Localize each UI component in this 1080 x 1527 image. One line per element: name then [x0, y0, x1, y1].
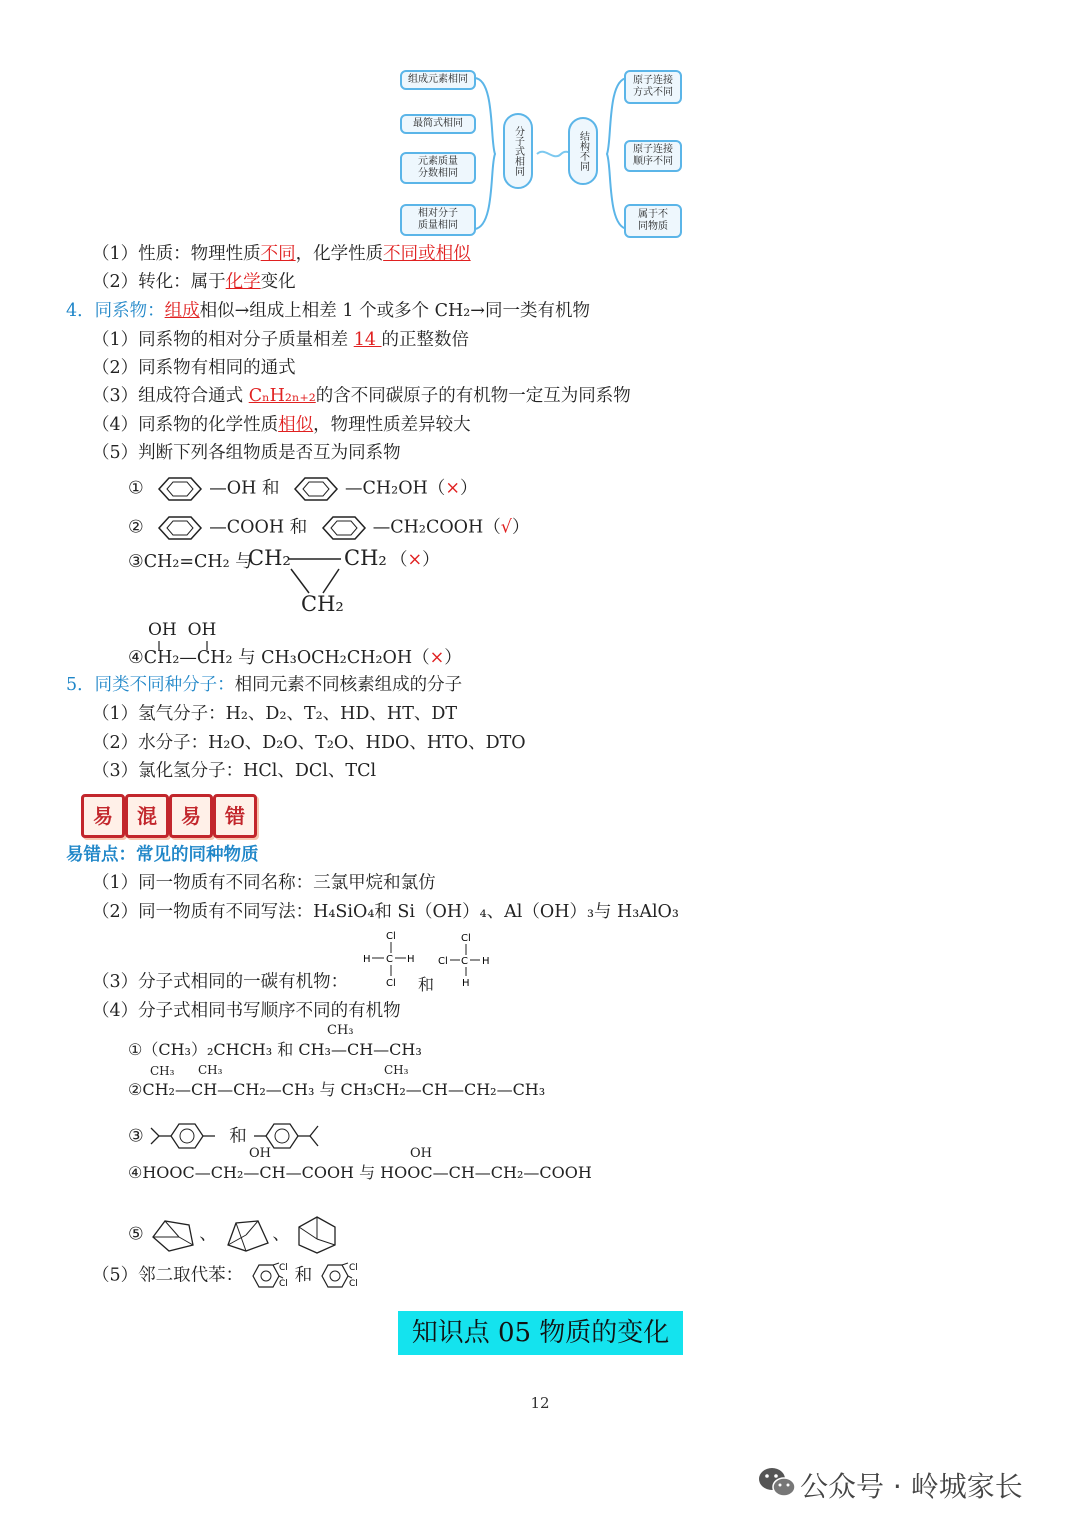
- pitfall-item-3: （3）分子式相同的一碳有机物：: [92, 972, 349, 992]
- cl-top-b: Cl: [461, 933, 471, 944]
- cyclopropane-ch2-right: CH₂: [344, 546, 387, 570]
- isomer-transform-line: （2）转化：属于化学变化: [92, 272, 296, 292]
- homolog-title: 4．同系物：: [66, 301, 165, 321]
- diagram-box-same-simplest-formula: 最简式相同: [400, 114, 476, 134]
- cyclopropane-bonds: [285, 555, 345, 597]
- formula-3: ③ 和: [128, 1120, 338, 1154]
- h-right-b: H: [482, 956, 490, 967]
- benzene-ring-icon: [149, 514, 209, 542]
- cl-left-b: Cl: [438, 956, 448, 967]
- h-bottom-b: H: [462, 978, 470, 989]
- dichlorobenzene-icon: [249, 1261, 295, 1291]
- cl-top-a: Cl: [386, 931, 396, 942]
- cl-sub-2: Cl: [278, 1279, 288, 1289]
- homolog-example-3: ③CH₂=CH₂ 与: [128, 552, 253, 572]
- polycyclic-structure-icon: [295, 1215, 341, 1255]
- h-left-a: H: [363, 954, 371, 965]
- formula-5: ⑤ 、 、: [128, 1215, 341, 1255]
- diagram-center-different-structure: 结构不同: [568, 117, 598, 185]
- formula-4: ④HOOC—CH₂—CH—COOH 与 HOOC—CH—CH₂—COOH: [128, 1163, 592, 1182]
- polycyclic-structure-icon: [149, 1215, 199, 1255]
- isopropyl-toluene-icon: [149, 1120, 229, 1154]
- formula-1: ①（CH₃）₂CHCH₃ 和 CH₃—CH—CH₃: [128, 1040, 422, 1059]
- pitfall-item-2: （2）同一物质有不同写法：H₄SiO₄和 Si（OH）₄、Al（OH）₃与 H₃AlO₃: [92, 902, 679, 922]
- formula-4-top-1: OH: [249, 1146, 271, 1161]
- benzene-ring-icon: [149, 475, 209, 503]
- dichlorobenzene-icon: [318, 1261, 364, 1291]
- cyclopropane-ch2-left: CH₂: [248, 546, 291, 570]
- diagram-center-same-formula: 分子式相同: [503, 113, 533, 189]
- homolog-definition: 4．同系物：组成相似→组成上相差 1 个或多个 CH₂→同一类有机物: [66, 301, 590, 321]
- formula-2-top-1: CH₃: [150, 1064, 175, 1078]
- left-brace: [475, 78, 495, 229]
- diagram-box-connection-mode: 原子连接 方式不同: [624, 70, 682, 104]
- isotope-item-1: （1）氢气分子：H₂、D₂、T₂、HD、HT、DT: [92, 704, 458, 724]
- homolog-example-4: ④CH₂—CH₂ 与 CH₃OCH₂CH₂OH（×）: [128, 648, 462, 668]
- pitfall-item-3-and: 和: [418, 975, 435, 994]
- diagram-box-same-molar-mass: 相对分子 质量相同: [400, 204, 476, 236]
- watermark: 公众号 · 岭城家长: [800, 1470, 1023, 1503]
- tag-cuo: 错: [213, 794, 257, 838]
- benzene-ring-icon: [285, 475, 345, 503]
- diagram-box-same-elements: 组成元素相同: [400, 70, 476, 90]
- cl-sub-1: Cl: [278, 1263, 288, 1273]
- c-b: C: [461, 956, 468, 967]
- h-right-a: H: [407, 954, 415, 965]
- homolog-example-2: ② —COOH 和 —CH₂COOH（√）: [128, 514, 529, 542]
- tag-hun: 混: [125, 794, 169, 838]
- homolog-example-4-oh: OH OH: [148, 620, 217, 640]
- homolog-example-3-mark: （×）: [390, 550, 440, 570]
- benzene-ring-icon: [313, 514, 373, 542]
- diagram-box-connection-order: 原子连接 顺序不同: [624, 140, 682, 172]
- wechat-icon: [757, 1465, 797, 1501]
- c-a: C: [386, 954, 393, 965]
- isomer-property-line: （1）性质：物理性质不同，化学性质不同或相似: [92, 244, 471, 264]
- pitfall-item-5: （5）邻二取代苯： Cl Cl 和 Cl Cl: [92, 1261, 364, 1291]
- cyclopropane-ch2-bottom: CH₂: [301, 592, 344, 616]
- cl-sub-3: Cl: [348, 1263, 358, 1273]
- isotope-item-2: （2）水分子：H₂O、D₂O、T₂O、HDO、HTO、DTO: [92, 733, 526, 753]
- homolog-item-4: （4）同系物的化学性质相似，物理性质差异较大: [92, 415, 471, 435]
- page-number: 12: [530, 1394, 550, 1412]
- formula-1-top: CH₃: [327, 1023, 354, 1038]
- cl-bottom-a: Cl: [386, 978, 396, 989]
- formula-2: ②CH₂—CH—CH₂—CH₃ 与 CH₃CH₂—CH—CH₂—CH₃: [128, 1080, 546, 1099]
- formula-2-top-3: CH₃: [384, 1063, 409, 1077]
- section-heading: 知识点 05 物质的变化: [398, 1311, 683, 1355]
- judgment-mark: ×: [429, 648, 445, 668]
- isotope-title: 5．同类不同种分子：: [66, 675, 235, 695]
- judgment-mark: ×: [445, 478, 460, 499]
- homolog-item-2: （2）同系物有相同的通式: [92, 358, 296, 378]
- formula-2-top-2: CH₃: [198, 1063, 223, 1077]
- isotope-item-3: （3）氯化氢分子：HCl、DCl、TCl: [92, 761, 377, 781]
- pitfall-item-1: （1）同一物质有不同名称：三氯甲烷和氯仿: [92, 873, 436, 893]
- judgment-mark: √: [500, 517, 512, 538]
- polycyclic-structure-icon: [222, 1215, 272, 1255]
- formula-4-top-2: OH: [410, 1146, 432, 1161]
- homolog-item-1: （1）同系物的相对分子质量相差 14 的正整数倍: [92, 330, 470, 350]
- judgment-mark: ×: [407, 550, 423, 570]
- homolog-item-5: （5）判断下列各组物质是否互为同系物: [92, 443, 401, 463]
- homolog-item-3: （3）组成符合通式 CₙH₂ₙ₊₂的含不同碳原子的有机物一定互为同系物: [92, 386, 631, 406]
- tag-yi-1: 易: [81, 794, 125, 838]
- isotope-definition: 5．同类不同种分子：相同元素不同核素组成的分子: [66, 675, 463, 695]
- diagram-box-different-substance: 属于不 同物质: [624, 204, 682, 238]
- homolog-example-1: ① —OH 和 —CH₂OH（×）: [128, 475, 477, 503]
- diagram-box-same-mass-fraction: 元素质量 分数相同: [400, 152, 476, 184]
- tag-yi-2: 易: [169, 794, 213, 838]
- pitfall-title: 易错点：常见的同种物质: [66, 845, 259, 865]
- cl-sub-4: Cl: [348, 1279, 358, 1289]
- pitfall-item-4: （4）分子式相同书写顺序不同的有机物: [92, 1001, 401, 1021]
